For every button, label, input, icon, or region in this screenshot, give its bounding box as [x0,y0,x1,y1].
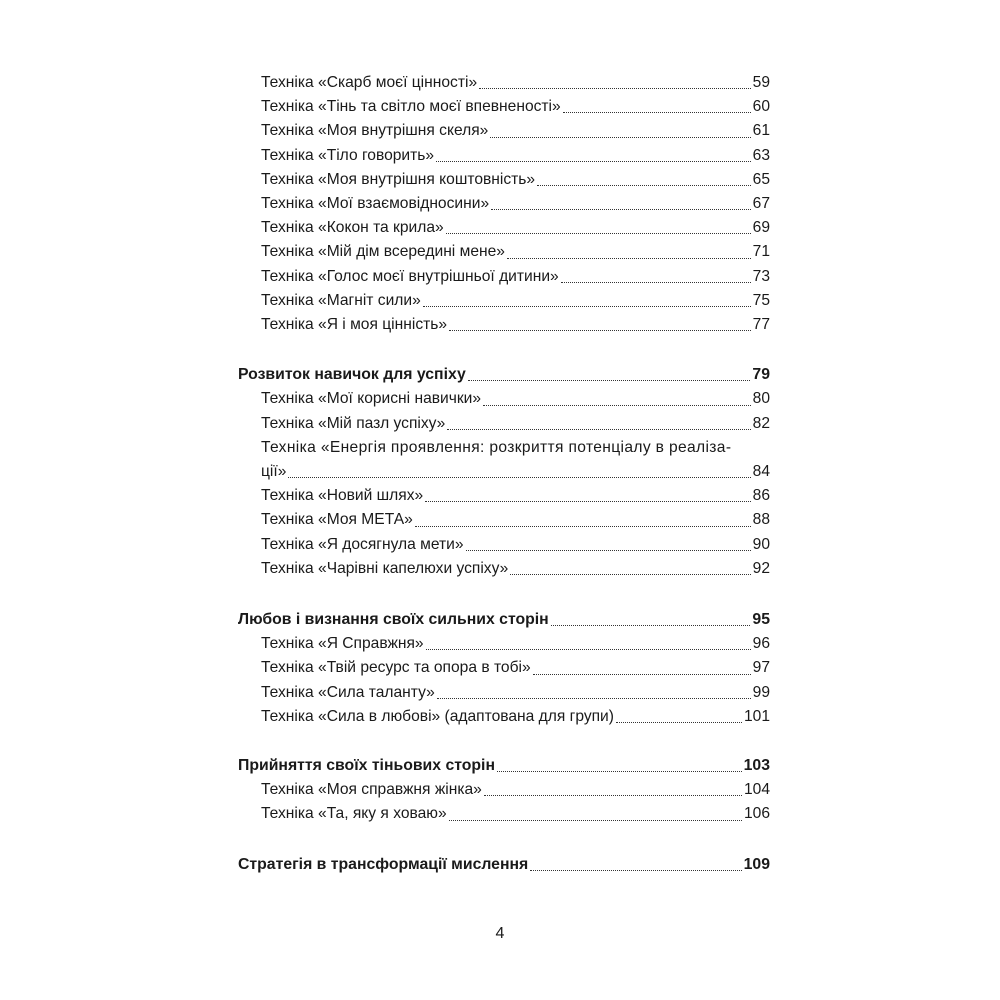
toc-entry[interactable] [238,313,770,337]
toc-entry[interactable] [238,95,770,119]
toc-entry-title: Техніка «Тінь та світло моєї впевненості» [261,98,561,116]
dot-leader [447,429,750,430]
dot-leader [490,137,750,138]
toc-entry[interactable] [238,168,770,192]
toc-section-title: Любов і визнання своїх сильних сторін [238,611,549,629]
dot-leader [479,88,751,89]
dot-leader [510,574,750,575]
toc-section-title: Розвиток навичок для успіху [238,366,466,384]
toc-entry[interactable] [238,557,770,581]
toc-entry-page: 92 [752,559,770,577]
table-of-contents [238,71,770,877]
toc-entry[interactable] [238,71,770,95]
toc-entry[interactable] [238,289,770,313]
toc-entry-title: Техніка «Мої взаємовідносини» [261,195,490,213]
toc-entry[interactable] [238,216,770,240]
dot-leader [468,380,751,381]
toc-entry-title: Техніка «Кокон та крила» [261,219,444,237]
dot-leader [425,501,750,502]
toc-section-heading[interactable] [238,608,770,632]
toc-section-heading[interactable] [238,363,770,387]
toc-entry-title: Техніка «Твій ресурс та опора в тобі» [261,659,531,677]
toc-entry-page: 63 [752,146,770,164]
toc-entry-page: 77 [752,316,770,334]
dot-leader [530,870,741,871]
toc-entry[interactable] [238,632,770,656]
toc-entry-page: 80 [752,390,770,408]
toc-entry-title: Техніка «Та, яку я ховаю» [261,805,447,823]
toc-entry-page: 96 [752,635,770,653]
dot-leader [497,771,742,772]
toc-entry-page: 67 [752,195,770,213]
toc-entry[interactable] [238,484,770,508]
toc-entry[interactable] [238,144,770,168]
toc-entry[interactable] [238,119,770,143]
toc-entry-title: Техніка «Я Справжня» [261,635,424,653]
dot-leader [616,722,742,723]
dot-leader [561,282,751,283]
toc-entry-page: 106 [743,805,770,823]
toc-entry-page: 101 [743,707,770,725]
toc-entry-title: Техніка «Моя внутрішня коштовність» [261,170,536,188]
dot-leader [415,526,751,527]
toc-entry-wrapped-line[interactable] [238,436,770,460]
toc-entry[interactable] [238,460,770,484]
dot-leader [449,820,742,821]
toc-entry-title-line2: ції» [261,463,287,481]
toc-entry-title: Техніка «Моя внутрішня скеля» [261,122,489,140]
toc-entry-page: 90 [752,535,770,553]
dot-leader [288,477,750,478]
toc-section-page: 79 [752,366,770,384]
toc-entry-page: 82 [752,414,770,432]
toc-entry-title: Техніка «Мій пазл успіху» [261,414,446,432]
dot-leader [423,306,751,307]
toc-entry[interactable] [238,508,770,532]
toc-entry[interactable] [238,533,770,557]
toc-entry-title-line1: Техніка «Енергія проявлення: розкриття потенціалу в реаліза- [261,438,732,456]
toc-entry-title: Техніка «Мій дім всередині мене» [261,243,505,261]
dot-leader [507,258,751,259]
toc-section-page: 109 [743,855,770,873]
toc-entry[interactable] [238,681,770,705]
dot-leader [466,550,751,551]
toc-entry[interactable] [238,802,770,826]
toc-entry-title: Техніка «Голос моєї внутрішньої дитини» [261,267,559,285]
toc-entry-page: 59 [752,74,770,91]
toc-entry-title: Техніка «Я і моя цінність» [261,316,448,334]
dot-leader [436,161,751,162]
toc-entry-page: 84 [752,463,770,481]
toc-section-heading[interactable] [238,853,770,877]
toc-entry-title: Техніка «Сила в любові» (адаптована для групи) [261,707,614,725]
toc-entry[interactable] [238,705,770,729]
toc-entry-title: Техніка «Чарівні капелюхи успіху» [261,559,509,577]
dot-leader [426,649,751,650]
toc-entry-title: Техніка «Сила таланту» [261,683,435,701]
toc-section-title: Прийняття своїх тіньових сторін [238,757,495,775]
toc-entry[interactable] [238,240,770,264]
dot-leader [551,625,751,626]
toc-entry-page: 104 [743,781,770,799]
dot-leader [483,405,751,406]
toc-entry[interactable] [238,656,770,680]
toc-entry-title: Техніка «Тіло говорить» [261,146,435,164]
toc-entry-page: 99 [752,683,770,701]
toc-entry-title: Техніка «Новий шлях» [261,487,424,505]
dot-leader [491,209,751,210]
toc-section-page: 103 [743,757,770,775]
toc-section-page: 95 [752,611,770,629]
toc-entry-page: 86 [752,487,770,505]
toc-entry[interactable] [238,412,770,436]
toc-entry[interactable] [238,192,770,216]
toc-entry-page: 65 [752,170,770,188]
dot-leader [484,795,742,796]
dot-leader [533,674,751,675]
toc-entry[interactable] [238,387,770,411]
toc-entry[interactable] [238,778,770,802]
toc-entry-title: Техніка «Скарб моєї цінності» [261,74,478,91]
toc-entry-page: 61 [752,122,770,140]
toc-entry-page: 75 [752,291,770,309]
toc-entry[interactable] [238,265,770,289]
toc-entry-title: Техніка «Я досягнула мети» [261,535,464,553]
dot-leader [449,330,751,331]
toc-entry-page: 97 [752,659,770,677]
dot-leader [537,185,751,186]
toc-entry-title: Техніка «Магніт сили» [261,291,421,309]
toc-entry-page: 71 [752,243,770,261]
toc-entry-page: 88 [752,511,770,529]
toc-entry-page: 60 [752,98,770,116]
toc-section-heading[interactable] [238,754,770,778]
page-number: 4 [495,925,505,942]
dot-leader [563,112,751,113]
toc-entry-title: Техніка «Моя МЕТА» [261,511,413,529]
toc-entry-page: 69 [752,219,770,237]
toc-entry-title: Техніка «Мої корисні навички» [261,390,482,408]
toc-entry-page: 73 [752,267,770,285]
toc-entry-title: Техніка «Моя справжня жінка» [261,781,482,799]
dot-leader [446,233,751,234]
dot-leader [437,698,751,699]
toc-section-title: Стратегія в трансформації мислення [238,855,529,873]
